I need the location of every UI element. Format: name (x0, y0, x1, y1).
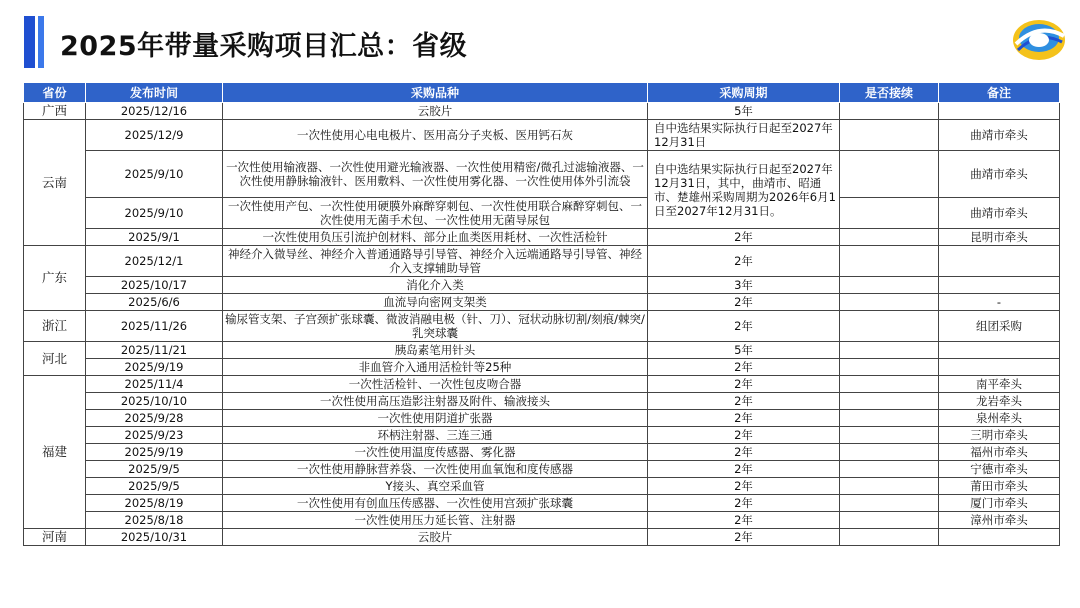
header-date: 发布时间 (86, 83, 223, 103)
item-cell: 一次性使用产包、一次性使用硬膜外麻醉穿刺包、一次性使用联合麻醉穿刺包、一次性使用无菌手术包、一次性使用无菌导尿包 (223, 198, 648, 229)
item-cell: 胰岛素笔用针头 (223, 342, 648, 359)
province-cell: 河南 (24, 529, 86, 546)
item-cell: 一次性使用静脉营养袋、一次性使用血氧饱和度传感器 (223, 461, 648, 478)
renew-cell (840, 393, 939, 410)
period-cell: 5年 (648, 342, 840, 359)
period-cell: 2年 (648, 410, 840, 427)
note-cell: 曲靖市牵头 (939, 151, 1060, 198)
table-row (24, 478, 1060, 495)
header-note: 备注 (939, 83, 1060, 103)
table-row (24, 359, 1060, 376)
renew-cell (840, 461, 939, 478)
note-cell: 漳州市牵头 (939, 512, 1060, 529)
note-cell: 泉州牵头 (939, 410, 1060, 427)
item-cell: 血流导向密网支架类 (223, 294, 648, 311)
renew-cell (840, 359, 939, 376)
table-row (24, 277, 1060, 294)
header-renew: 是否接续 (840, 83, 939, 103)
renew-cell (840, 103, 939, 120)
item-cell: 神经介入微导丝、神经介入普通通路导引导管、神经介入远端通路导引导管、神经介入支撑辅助导管 (223, 246, 648, 277)
table-row (24, 151, 1060, 198)
table-row (24, 444, 1060, 461)
header-province: 省份 (24, 83, 86, 103)
note-cell: 曲靖市牵头 (939, 198, 1060, 229)
note-cell: 曲靖市牵头 (939, 120, 1060, 151)
province-cell: 云南 (24, 120, 86, 246)
period-cell: 自中选结果实际执行日起至2027年12月31日 (648, 120, 840, 151)
item-cell: 一次性使用压力延长管、注射器 (223, 512, 648, 529)
province-cell: 广西 (24, 103, 86, 120)
period-cell: 2年 (648, 311, 840, 342)
note-cell: 南平牵头 (939, 376, 1060, 393)
renew-cell (840, 120, 939, 151)
table-row (24, 294, 1060, 311)
note-cell (939, 342, 1060, 359)
date-cell: 2025/9/19 (86, 444, 223, 461)
date-cell: 2025/9/5 (86, 461, 223, 478)
note-cell: 三明市牵头 (939, 427, 1060, 444)
table-row (24, 393, 1060, 410)
date-cell: 2025/10/10 (86, 393, 223, 410)
item-cell: 输尿管支架、子宫颈扩张球囊、微波消融电极（针、刀）、冠状动脉切割/刻痕/棘突/乳突球囊 (223, 311, 648, 342)
date-cell: 2025/9/5 (86, 478, 223, 495)
period-cell: 2年 (648, 393, 840, 410)
renew-cell (840, 277, 939, 294)
note-cell (939, 103, 1060, 120)
note-cell (939, 277, 1060, 294)
renew-cell (840, 229, 939, 246)
period-cell: 2年 (648, 229, 840, 246)
renew-cell (840, 495, 939, 512)
table-row (24, 529, 1060, 546)
renew-cell (840, 311, 939, 342)
note-cell: 莆田市牵头 (939, 478, 1060, 495)
table-row (24, 311, 1060, 342)
date-cell: 2025/12/9 (86, 120, 223, 151)
date-cell: 2025/10/17 (86, 277, 223, 294)
item-cell: 消化介入类 (223, 277, 648, 294)
period-cell: 2年 (648, 512, 840, 529)
renew-cell (840, 512, 939, 529)
renew-cell (840, 444, 939, 461)
table-row (24, 229, 1060, 246)
period-cell: 2年 (648, 529, 840, 546)
item-cell: Y接头、真空采血管 (223, 478, 648, 495)
period-cell: 2年 (648, 294, 840, 311)
date-cell: 2025/10/31 (86, 529, 223, 546)
date-cell: 2025/11/26 (86, 311, 223, 342)
renew-cell (840, 529, 939, 546)
date-cell: 2025/9/23 (86, 427, 223, 444)
note-cell: 龙岩牵头 (939, 393, 1060, 410)
note-cell (939, 529, 1060, 546)
date-cell: 2025/11/21 (86, 342, 223, 359)
header-period: 采购周期 (648, 83, 840, 103)
item-cell: 一次性使用有创血压传感器、一次性使用宫颈扩张球囊 (223, 495, 648, 512)
item-cell: 一次性使用阴道扩张器 (223, 410, 648, 427)
note-cell (939, 359, 1060, 376)
period-cell: 2年 (648, 376, 840, 393)
item-cell: 一次性使用高压造影注射器及附件、输液接头 (223, 393, 648, 410)
province-cell: 福建 (24, 376, 86, 529)
table-row (24, 103, 1060, 120)
date-cell: 2025/9/28 (86, 410, 223, 427)
item-cell: 环柄注射器、三连三通 (223, 427, 648, 444)
item-cell: 一次性使用心电电极片、医用高分子夹板、医用钙石灰 (223, 120, 648, 151)
renew-cell (840, 294, 939, 311)
province-cell: 河北 (24, 342, 86, 376)
date-cell: 2025/8/18 (86, 512, 223, 529)
date-cell: 2025/8/19 (86, 495, 223, 512)
table-row (24, 427, 1060, 444)
item-cell: 一次性使用输液器、一次性使用避光输液器、一次性使用精密/微孔过滤输液器、一次性使用静脉输液针、医用敷料、一次性使用雾化器、一次性使用体外引流袋 (223, 151, 648, 198)
renew-cell (840, 410, 939, 427)
period-cell: 3年 (648, 277, 840, 294)
renew-cell (840, 427, 939, 444)
renew-cell (840, 151, 939, 198)
table-row (24, 198, 1060, 229)
period-cell: 2年 (648, 359, 840, 376)
renew-cell (840, 478, 939, 495)
table-row (24, 512, 1060, 529)
date-cell: 2025/9/1 (86, 229, 223, 246)
item-cell: 一次性活检针、一次性包皮吻合器 (223, 376, 648, 393)
item-cell: 非血管介入通用活检针等25种 (223, 359, 648, 376)
note-cell: 福州市牵头 (939, 444, 1060, 461)
period-cell: 2年 (648, 495, 840, 512)
note-cell: - (939, 294, 1060, 311)
date-cell: 2025/12/16 (86, 103, 223, 120)
table-row (24, 410, 1060, 427)
item-cell: 云胶片 (223, 529, 648, 546)
procurement-table (23, 82, 1060, 546)
date-cell: 2025/12/1 (86, 246, 223, 277)
table-row (24, 120, 1060, 151)
item-cell: 一次性使用负压引流护创材料、部分止血类医用耗材、一次性活检针 (223, 229, 648, 246)
item-cell: 一次性使用温度传感器、雾化器 (223, 444, 648, 461)
note-cell: 厦门市牵头 (939, 495, 1060, 512)
renew-cell (840, 376, 939, 393)
note-cell (939, 246, 1060, 277)
renew-cell (840, 198, 939, 229)
period-cell: 2年 (648, 444, 840, 461)
page-title: 2025年带量采购项目汇总：省级 (60, 31, 468, 62)
note-cell: 组团采购 (939, 311, 1060, 342)
period-cell: 2年 (648, 461, 840, 478)
period-cell: 2年 (648, 427, 840, 444)
note-cell: 昆明市牵头 (939, 229, 1060, 246)
table-header-row (24, 83, 1060, 103)
period-cell: 2年 (648, 478, 840, 495)
period-cell: 5年 (648, 103, 840, 120)
renew-cell (840, 342, 939, 359)
table-row (24, 495, 1060, 512)
title-accent-bar-secondary (38, 16, 44, 68)
province-cell: 浙江 (24, 311, 86, 342)
company-logo (1008, 10, 1070, 68)
period-cell: 2年 (648, 246, 840, 277)
table-row (24, 461, 1060, 478)
header-item: 采购品种 (223, 83, 648, 103)
date-cell: 2025/9/19 (86, 359, 223, 376)
date-cell: 2025/6/6 (86, 294, 223, 311)
note-cell: 宁德市牵头 (939, 461, 1060, 478)
table-row (24, 342, 1060, 359)
item-cell: 云胶片 (223, 103, 648, 120)
date-cell: 2025/9/10 (86, 198, 223, 229)
title-accent-bar (24, 16, 35, 68)
renew-cell (840, 246, 939, 277)
date-cell: 2025/9/10 (86, 151, 223, 198)
table-row (24, 376, 1060, 393)
table-row (24, 246, 1060, 277)
period-shared-cell: 自中选结果实际执行日起至2027年12月31日，其中，曲靖市、昭通市、楚雄州采购周期为2026年6月1日至2027年12月31日。 (648, 151, 840, 229)
date-cell: 2025/11/4 (86, 376, 223, 393)
province-cell: 广东 (24, 246, 86, 311)
